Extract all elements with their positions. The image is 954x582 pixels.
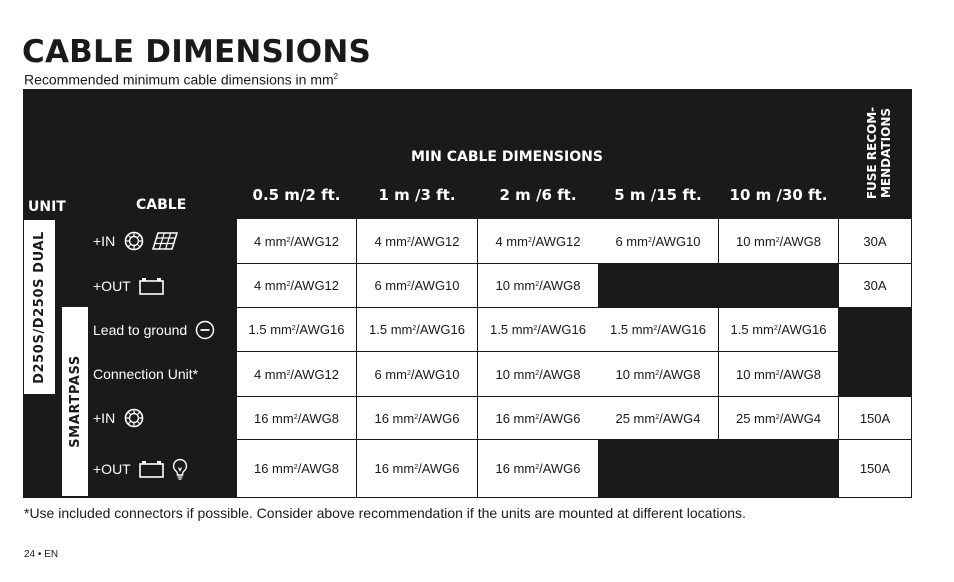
table-cell: [237, 397, 356, 439]
cell-size: 16 mm: [253, 461, 294, 476]
column-header-5: 10 m /30 ft.: [729, 186, 828, 204]
cable-label: +IN: [93, 233, 116, 249]
table-cell: [357, 264, 477, 307]
fuse-cell: 30A: [839, 219, 911, 263]
column-header-2: 1 m /3 ft.: [378, 186, 456, 204]
cell-superscript: 2: [775, 236, 780, 244]
cable-cell-in: [93, 219, 185, 263]
cell-size: 16 mm: [495, 461, 536, 476]
table-cell: [357, 352, 477, 396]
column-header-4: 5 m /15 ft.: [614, 186, 702, 204]
cell-size: 6 mm: [374, 366, 407, 382]
cell-superscript: 2: [527, 236, 532, 244]
cell-superscript: 2: [414, 413, 419, 421]
cell-size: 6 mm: [374, 278, 407, 293]
cell-awg: /AWG12: [531, 233, 581, 249]
table-cell: [357, 308, 477, 351]
cell-superscript: 2: [647, 236, 652, 244]
cell-superscript: 2: [406, 281, 411, 288]
cell-awg: /AWG4: [659, 410, 701, 426]
cell-size: 10 mm: [615, 366, 656, 382]
table-cell: [357, 397, 477, 439]
cell-size: 25 mm: [735, 410, 776, 426]
fuse-cell: 150A: [839, 440, 911, 497]
cell-size: 10 mm: [735, 366, 776, 382]
table-cell: [478, 397, 598, 439]
unit-label-smartpass: [62, 307, 88, 496]
cell-awg: /AWG10: [410, 278, 460, 293]
cable-cell-in: [93, 397, 151, 439]
cell-superscript: 2: [406, 236, 411, 244]
unit-label-smartpass-text: SMARTPASS: [67, 355, 83, 448]
cable-label: +OUT: [93, 460, 131, 477]
fuse-header-label: FUSE RECOM- MENDATIONS: [865, 106, 894, 200]
cell-awg: /AWG6: [539, 410, 581, 426]
table-cell: [478, 440, 598, 497]
cell-awg: /AWG16: [295, 322, 345, 337]
cell-size: 4 mm: [253, 233, 287, 249]
cell-awg: /AWG12: [290, 278, 340, 293]
cell-superscript: 2: [286, 236, 291, 244]
cell-superscript: 2: [412, 325, 417, 332]
table-cell: [357, 440, 477, 497]
table-cell: [237, 308, 356, 351]
cell-size: 10 mm: [495, 278, 536, 293]
cell-superscript: 2: [535, 369, 540, 377]
cell-awg: /AWG8: [779, 366, 822, 382]
cell-superscript: 2: [414, 464, 419, 471]
cable-label: Connection Unit*: [93, 366, 199, 382]
cell-awg: /AWG6: [539, 461, 581, 476]
subtitle-superscript: 2: [333, 72, 339, 81]
cell-size: 16 mm: [495, 410, 536, 426]
cell-awg: /AWG16: [777, 322, 827, 337]
table-cell: [237, 440, 356, 497]
cell-awg: /AWG6: [418, 410, 460, 426]
cell-size: 1.5 mm: [730, 322, 774, 337]
fuse-cell: 150A: [839, 397, 911, 439]
cell-size: 10 mm: [735, 233, 776, 249]
cell-superscript: 2: [535, 413, 540, 421]
cell-superscript: 2: [775, 413, 780, 421]
column-header-3: 2 m /6 ft.: [499, 186, 577, 204]
minus-circle-icon: [195, 320, 221, 340]
cell-size: 4 mm: [495, 233, 528, 249]
cell-superscript: 2: [775, 369, 780, 377]
cell-size: 4 mm: [374, 233, 407, 249]
cell-superscript: 2: [286, 281, 291, 288]
table-cell: [478, 219, 598, 263]
cell-superscript: 2: [406, 369, 411, 377]
table-cell: [719, 352, 838, 396]
cable-label: +IN: [93, 410, 116, 426]
table-cell: [719, 397, 838, 439]
cell-superscript: 2: [533, 325, 538, 332]
cell-superscript: 2: [293, 413, 298, 421]
cell-awg: /AWG8: [297, 461, 340, 476]
cell-awg: /AWG8: [779, 233, 822, 249]
cell-superscript: 2: [535, 464, 540, 471]
cell-size: 16 mm: [374, 461, 415, 476]
cable-cell-lead-to-ground: [93, 308, 221, 351]
cable-dimensions-table: [23, 89, 912, 498]
cell-superscript: 2: [655, 369, 660, 377]
table-cell: [478, 264, 598, 307]
cell-size: 1.5 mm: [248, 322, 292, 337]
cell-size: 1.5 mm: [610, 322, 654, 337]
cell-size: 1.5 mm: [369, 322, 413, 337]
cell-size: 10 mm: [495, 366, 536, 382]
cell-size: 4 mm: [253, 278, 287, 293]
cell-awg: /AWG8: [539, 278, 581, 293]
cell-superscript: 2: [653, 325, 658, 332]
page-number: 24 • EN: [24, 549, 59, 560]
table-cell: [357, 219, 477, 263]
cell-superscript: 2: [291, 325, 296, 332]
fuse-cell: 30A: [839, 264, 911, 307]
table-cell: [237, 219, 356, 263]
cell-size: 16 mm: [374, 410, 415, 426]
cell-superscript: 2: [293, 464, 298, 471]
table-cell: [598, 308, 718, 351]
table-cell: [598, 397, 718, 439]
cell-awg: /AWG10: [651, 233, 701, 249]
cell-awg: /AWG6: [418, 461, 460, 476]
table-cell: [237, 352, 356, 396]
cell-size: 16 mm: [253, 410, 294, 426]
cell-awg: /AWG16: [537, 322, 586, 337]
table-cell: [478, 308, 598, 351]
cable-cell-out: [93, 264, 171, 307]
battery-icon: [139, 276, 171, 296]
alternator-icon: [123, 231, 151, 251]
cell-awg: /AWG16: [657, 322, 706, 337]
cell-size: 25 mm: [615, 410, 656, 426]
cell-awg: /AWG10: [410, 366, 460, 382]
page-title: CABLE DIMENSIONS: [22, 34, 372, 70]
cell-awg: /AWG8: [659, 366, 701, 382]
cell-size: 1.5 mm: [490, 322, 534, 337]
cell-size: 6 mm: [615, 233, 648, 249]
page-subtitle: [24, 68, 338, 89]
unit-label-d250s-text: D250S/D250S DUAL: [32, 230, 47, 384]
table-cell: [237, 264, 356, 307]
table-cell: [719, 308, 838, 351]
table-cell: [598, 352, 718, 396]
cell-awg: /AWG16: [416, 322, 465, 337]
solar-panel-icon: [151, 231, 185, 251]
header-cable: CABLE: [136, 197, 187, 213]
cell-awg: /AWG8: [539, 366, 581, 382]
battery-icon: [139, 459, 171, 479]
cell-awg: /AWG4: [779, 410, 822, 426]
cell-superscript: 2: [535, 281, 540, 288]
column-header-1: 0.5 m/2 ft.: [252, 186, 341, 204]
table-cell: [719, 219, 838, 263]
lightbulb-icon: [171, 458, 195, 480]
cell-awg: /AWG8: [297, 410, 340, 426]
cable-label: Lead to ground: [93, 321, 188, 338]
subtitle-text: Recommended minimum cable dimensions in mm: [24, 71, 334, 88]
cell-superscript: 2: [773, 325, 778, 332]
cell-size: 4 mm: [253, 366, 287, 382]
cell-superscript: 2: [286, 369, 291, 377]
table-cell: [598, 219, 718, 263]
table-cell: [478, 352, 598, 396]
alternator-icon: [123, 408, 151, 428]
cell-awg: /AWG12: [290, 366, 340, 382]
cable-cell-out: [93, 440, 195, 497]
cell-awg: /AWG12: [410, 233, 460, 249]
footnote: *Use included connectors if possible. Consider above recommendation if the units are mounted at different locations.: [24, 505, 746, 521]
header-fuse-recommendations: [861, 93, 897, 213]
cable-cell-connection-unit: [93, 352, 206, 396]
header-min-cable-dimensions: MIN CABLE DIMENSIONS: [411, 149, 603, 165]
cable-label: +OUT: [93, 277, 131, 294]
cell-superscript: 2: [655, 413, 660, 421]
header-unit: UNIT: [28, 199, 66, 215]
unit-label-d250s: [24, 220, 55, 394]
cell-awg: /AWG12: [290, 233, 340, 249]
